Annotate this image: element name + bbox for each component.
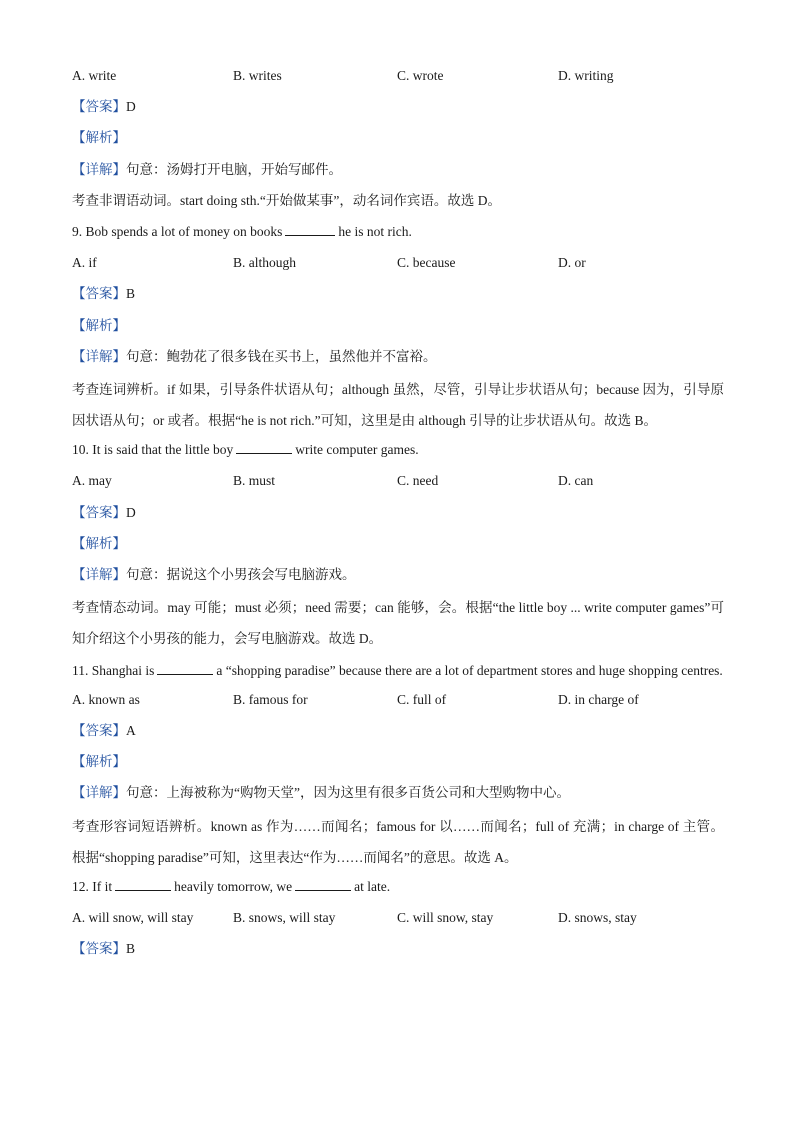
q11-stem-b: a “shopping paradise” because there are a lot of department stores and huge shopping centres. xyxy=(216,662,723,678)
q9-stem xyxy=(72,218,724,249)
q8-answer xyxy=(72,93,724,124)
q11-answer xyxy=(72,717,724,748)
q8-option-c: C. wrote xyxy=(397,68,444,83)
q10-stem xyxy=(72,436,724,467)
q10-stem-a: 10. It is said that the little boy xyxy=(72,442,234,458)
q12-option-d: D. snows, stay xyxy=(558,910,637,926)
q8-option-d: D. writing xyxy=(558,68,614,83)
q9-detail xyxy=(72,343,724,374)
q8-option-a: A. write xyxy=(72,68,117,83)
q11-stem-a: 11. Shanghai is xyxy=(72,662,155,678)
q10-option-b: B. must xyxy=(233,473,276,489)
analysis-tag: 【解析】 xyxy=(72,130,126,146)
q9-analysis xyxy=(72,312,724,343)
q10-answer-value: D xyxy=(126,504,136,520)
answer-tag: 【答案】 xyxy=(72,723,126,739)
detail-tag: 【详解】 xyxy=(72,161,126,177)
q10-option-d: D. can xyxy=(558,473,594,489)
q10-option-c: C. need xyxy=(397,473,439,489)
q11-options xyxy=(72,686,724,717)
answer-tag: 【答案】 xyxy=(72,286,126,302)
q8-analysis xyxy=(72,124,724,155)
q11-option-d: D. in charge of xyxy=(558,691,639,707)
q9-option-d: D. or xyxy=(558,255,586,271)
q11-stem xyxy=(72,655,724,686)
q10-blank xyxy=(236,441,292,454)
q10-stem-b: write computer games. xyxy=(295,442,419,458)
q12-blank-1 xyxy=(115,878,171,891)
q12-blank-2 xyxy=(295,878,351,891)
q11-analysis xyxy=(72,748,724,779)
q10-detail-text: 句意：据说这个小男孩会写电脑游戏。 xyxy=(126,567,356,583)
q12-stem-c: at late. xyxy=(354,878,391,894)
answer-tag: 【答案】 xyxy=(72,504,126,520)
q12-option-c: C. will snow, stay xyxy=(397,910,494,926)
analysis-tag: 【解析】 xyxy=(72,317,126,333)
q8-option-b: B. writes xyxy=(233,68,282,83)
q10-analysis xyxy=(72,530,724,561)
q10-detail xyxy=(72,561,724,592)
answer-tag: 【答案】 xyxy=(72,99,126,115)
q9-option-b: B. although xyxy=(233,255,296,271)
q9-detail-text: 句意：鲍勃花了很多钱在买书上，虽然他并不富裕。 xyxy=(126,348,437,364)
q9-option-c: C. because xyxy=(397,255,456,271)
q8-detail xyxy=(72,156,724,187)
q10-options xyxy=(72,467,724,498)
q8-explain: 考查非谓语动词。start doing sth.“开始做某事”，动名词作宾语。故选 D。 xyxy=(72,192,501,208)
q10-option-a: A. may xyxy=(72,473,112,489)
q9-blank xyxy=(285,223,335,236)
q9-stem-b: he is not rich. xyxy=(338,223,412,239)
q11-option-b: B. famous for xyxy=(233,691,308,707)
q12-answer xyxy=(72,935,724,966)
q8-detail-text: 句意：汤姆打开电脑，开始写邮件。 xyxy=(126,161,342,177)
detail-tag: 【详解】 xyxy=(72,348,126,364)
q9-option-a: A. if xyxy=(72,255,97,271)
q12-option-a: A. will snow, will stay xyxy=(72,910,194,926)
q12-stem xyxy=(72,873,724,904)
q11-explain: 考查形容词短语辨析。known as 作为……而闻名；famous for 以……而闻名；full of 充满；in charge of 主管。根据“shopping paradise”可知，这里表达“作为……而闻名”的意思。故选 A。 xyxy=(72,818,724,865)
q9-stem-a: 9. Bob spends a lot of money on books xyxy=(72,223,283,239)
q10-explain: 考查情态动词。may 可能；must 必须；need 需要；can 能够，会。根据“the little boy ... write computer games”可知介绍这个小男孩的能力，会写电脑游戏。故选 D。 xyxy=(72,600,724,647)
q11-blank xyxy=(157,662,213,675)
q11-option-c: C. full of xyxy=(397,691,447,707)
q12-option-b: B. snows, will stay xyxy=(233,910,336,926)
detail-tag: 【详解】 xyxy=(72,567,126,583)
q9-answer-value: B xyxy=(126,286,136,302)
q12-answer-value: B xyxy=(126,941,136,957)
detail-tag: 【详解】 xyxy=(72,785,126,801)
q8-answer-value: D xyxy=(126,99,136,115)
q12-options xyxy=(72,904,724,935)
q12-stem-a: 12. If it xyxy=(72,878,113,894)
q12-stem-b: heavily tomorrow, we xyxy=(174,878,293,894)
q11-answer-value: A xyxy=(126,723,136,739)
exam-page xyxy=(72,62,724,967)
q8-options xyxy=(72,62,724,93)
q11-detail-text: 句意：上海被称为“购物天堂”，因为这里有很多百货公司和大型购物中心。 xyxy=(126,785,570,801)
analysis-tag: 【解析】 xyxy=(72,754,126,770)
q9-answer xyxy=(72,280,724,311)
q9-options xyxy=(72,249,724,280)
analysis-tag: 【解析】 xyxy=(72,535,126,551)
answer-tag: 【答案】 xyxy=(72,941,126,957)
q10-answer xyxy=(72,499,724,530)
q9-explain: 考查连词辨析。if 如果，引导条件状语从句；although 虽然，尽管，引导让步状语从句；because 因为，引导原因状语从句；or 或者。根据“he is not rich.”可知，这里是由 although 引导的让步状语从句。故选 B。 xyxy=(72,381,724,429)
q11-detail xyxy=(72,779,724,810)
q11-option-a: A. known as xyxy=(72,691,140,707)
